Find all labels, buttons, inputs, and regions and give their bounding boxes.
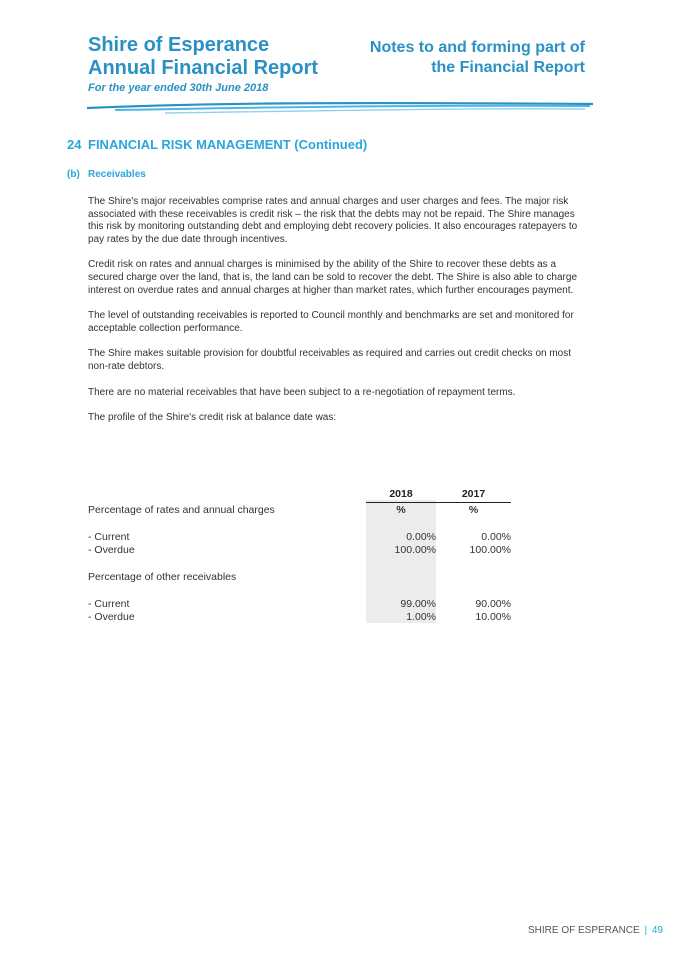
paragraph: The Shire's major receivables comprise rates and annual charges and user charges and fees. The major risk associated with these receivables is credit risk – the risk that the debts may not be repaid. The Shire manages this risk by monitoring outstanding debt and employing debt recovery policies. It also encourages ratepayers to pay rates by the due date through incentives. xyxy=(88,196,578,245)
table-row xyxy=(88,544,511,557)
table-row xyxy=(88,598,511,611)
row-label: Percentage of rates and annual charges xyxy=(88,504,275,516)
paragraph: Credit risk on rates and annual charges is minimised by the ability of the Shire to recover these debts as a secured charge over the land, that is, the land can be sold to recover the debt. The Shire is also able to charge interest on overdue rates and annual charges at higher than market rates, which further encourages payment. xyxy=(88,259,578,296)
notes-line-2: the Financial Report xyxy=(431,59,585,76)
table-row xyxy=(88,504,511,517)
value-2017: 100.00% xyxy=(469,544,511,556)
subsection-label: (b) xyxy=(67,169,80,180)
footer-separator: | xyxy=(644,925,648,936)
row-label: - Overdue xyxy=(88,544,135,556)
subsection-title: Receivables xyxy=(88,169,146,180)
paragraph: There are no material receivables that have been subject to a re-negotiation of repayment terms. xyxy=(88,386,516,398)
report-period: For the year ended 30th June 2018 xyxy=(88,82,269,94)
section-heading xyxy=(67,137,367,152)
value-2017: 90.00% xyxy=(475,598,511,610)
value-2018: % xyxy=(396,504,406,516)
value-2017: % xyxy=(468,504,479,516)
paragraph: The level of outstanding receivables is reported to Council monthly and benchmarks are set and monitored for acceptable collection performance. xyxy=(88,310,574,334)
paragraph: The profile of the Shire's credit risk at balance date was: xyxy=(88,412,337,424)
page-footer xyxy=(528,925,663,936)
value-2018: 1.00% xyxy=(406,611,436,623)
notes-heading xyxy=(370,38,585,78)
table-row xyxy=(88,611,511,624)
notes-line-1: Notes to and forming part of xyxy=(369,39,585,56)
row-label: - Current xyxy=(88,531,130,543)
paragraph: The Shire makes suitable provision for doubtful receivables as required and carries out credit checks on most non-rate debtors. xyxy=(88,348,572,372)
value-2017: 0.00% xyxy=(481,531,511,543)
value-2018: 0.00% xyxy=(406,531,436,543)
subsection-heading xyxy=(67,169,146,180)
footer-org: SHIRE OF ESPERANCE xyxy=(528,925,640,936)
row-label: - Current xyxy=(88,598,130,610)
section-title: FINANCIAL RISK MANAGEMENT (Continued) xyxy=(88,137,368,152)
page-number: 49 xyxy=(651,925,663,936)
report-header xyxy=(88,34,318,94)
column-header-2018: 2018 xyxy=(389,488,413,500)
column-header-2017: 2017 xyxy=(461,488,486,500)
value-2018: 100.00% xyxy=(394,544,436,556)
row-label: Percentage of other receivables xyxy=(88,571,237,583)
org-name: Shire of Esperance xyxy=(88,34,270,56)
table-row xyxy=(88,531,511,544)
body-text xyxy=(88,196,583,438)
section-number: 24 xyxy=(67,137,82,152)
row-label: - Overdue xyxy=(88,611,135,623)
header-swoosh-divider xyxy=(85,96,595,120)
value-2017: 10.00% xyxy=(475,611,511,623)
report-title: Annual Financial Report xyxy=(88,57,319,79)
table-row xyxy=(88,571,511,584)
value-2018: 99.00% xyxy=(400,598,436,610)
table-header-rule xyxy=(366,502,511,503)
